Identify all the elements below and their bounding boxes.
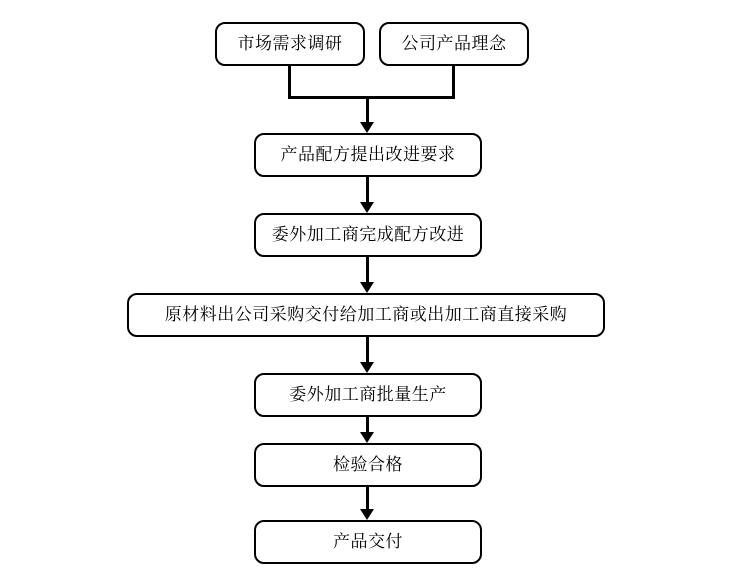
node-label: 委外加工商批量生产: [289, 384, 447, 404]
node-label: 产品交付: [333, 531, 403, 551]
connector-inspection-to-delivery: [366, 487, 369, 509]
node-product-delivery[interactable]: [254, 520, 482, 564]
node-label: 产品配方提出改进要求: [280, 144, 456, 164]
node-market-research[interactable]: [215, 22, 365, 66]
connector-formula-to-outsourcer: [366, 177, 369, 202]
connector-raw-to-production: [366, 337, 369, 362]
arrow-inspection-to-delivery: [360, 509, 374, 520]
node-product-concept[interactable]: [379, 22, 529, 66]
connector-outsourcer-to-raw: [366, 257, 369, 282]
node-inspection-passed[interactable]: [254, 443, 482, 487]
arrow-formula-to-outsourcer: [360, 202, 374, 213]
connector-product-concept-down: [452, 66, 455, 99]
arrow-production-to-inspection: [360, 432, 374, 443]
arrow-outsourcer-to-raw: [360, 282, 374, 293]
node-label: 原材料出公司采购交付给加工商或出加工商直接采购: [164, 304, 568, 324]
connector-production-to-inspection: [366, 417, 369, 432]
node-outsourcer-completes-formula[interactable]: [254, 213, 482, 257]
arrow-raw-to-production: [360, 362, 374, 373]
connector-merge-to-formula: [366, 96, 369, 123]
arrow-merge-to-formula: [360, 122, 374, 133]
node-formula-improvement-request[interactable]: [254, 133, 482, 177]
node-label: 公司产品理念: [401, 33, 507, 53]
node-label: 检验合格: [333, 454, 403, 474]
node-label: 委外加工商完成配方改进: [271, 224, 465, 244]
node-mass-production[interactable]: [254, 373, 482, 417]
connector-merge-horizontal: [288, 96, 455, 99]
connector-market-research-down: [288, 66, 291, 99]
node-label: 市场需求调研: [237, 33, 343, 53]
node-raw-material-purchase[interactable]: [127, 293, 605, 337]
